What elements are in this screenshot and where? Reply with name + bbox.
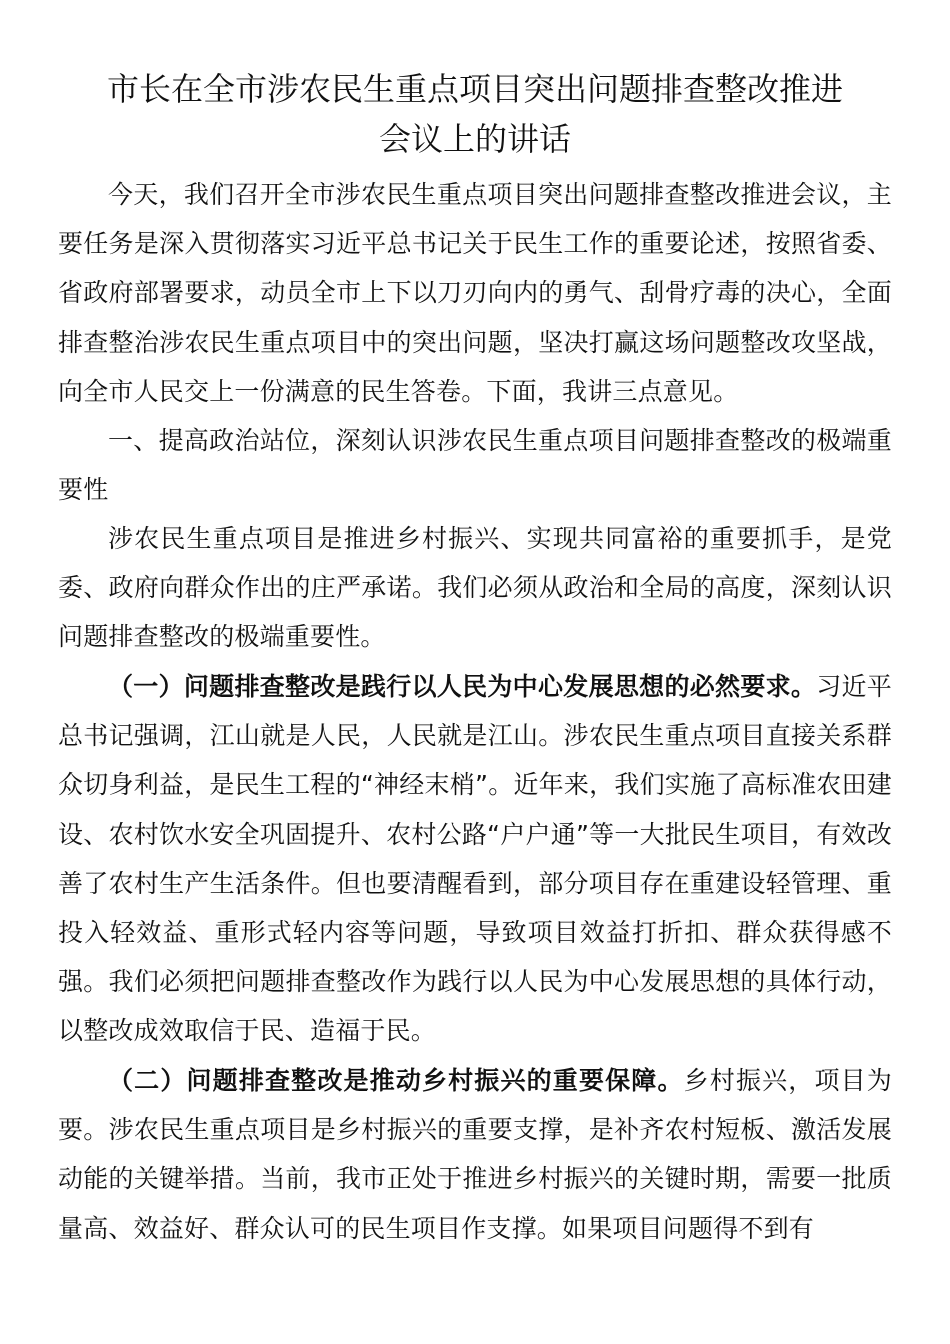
document-title-line-2: 会议上的讲话 (378, 120, 571, 158)
paragraph-section-1-intro (58, 514, 892, 662)
paragraph-point-1 (58, 662, 892, 1056)
document-title-line-1: 市长在全市涉农民生重点项目突出问题排查整改推进 (106, 70, 843, 108)
paragraph-text: 乡村振兴，项目为要。涉农民生重点项目是乡村振兴的重要支撑，是补齐农村短板、激活发展动能的关键举措。当前，我市正处于推进乡村振兴的关键时期，需要一批质量高、效益好、群众认可的民生项目作支撑。如果项目问题得不到有 (58, 1066, 892, 1243)
paragraph-text: 涉农民生重点项目是推进乡村振兴、实现共同富裕的重要抓手，是党委、政府向群众作出的庄严承诺。我们必须从政治和全局的高度，深刻认识问题排查整改的极端重要性。 (58, 524, 892, 652)
paragraph-text: 今天，我们召开全市涉农民生重点项目突出问题排查整改推进会议，主要任务是深入贯彻落实习近平总书记关于民生工作的重要论述，按照省委、省政府部署要求，动员全市上下以刀刃向内的勇气、刮骨疗毒的决心，全面排查整治涉农民生重点项目中的突出问题，坚决打赢这场问题整改攻坚战，向全市人民交上一份满意的民生答卷。下面，我讲三点意见。 (58, 180, 892, 406)
paragraph-opening (58, 170, 892, 416)
paragraph-text: 习近平总书记强调，江山就是人民，人民就是江山。涉农民生重点项目直接关系群众切身利益，是民生工程的“神经末梢”。近年来，我们实施了高标准农田建设、农村饮水安全巩固提升、农村公路“户户通”等一大批民生项目，有效改善了农村生产生活条件。但也要清醒看到，部分项目存在重建设轻管理、重投入轻效益、重形式轻内容等问题，导致项目效益打折扣、群众获得感不强。我们必须把问题排查整改作为践行以人民为中心发展思想的具体行动，以整改成效取信于民、造福于民。 (58, 672, 892, 1046)
section-heading-text: 一、提高政治站位，深刻认识涉农民生重点项目问题排查整改的极端重要性 (58, 426, 892, 505)
paragraph-point-2 (58, 1056, 892, 1253)
section-heading-1 (58, 416, 892, 514)
point-heading-bold: （二）问题排查整改是推动乡村振兴的重要保障。 (108, 1066, 684, 1095)
point-heading-bold: （一）问题排查整改是践行以人民为中心发展思想的必然要求。 (108, 672, 817, 701)
